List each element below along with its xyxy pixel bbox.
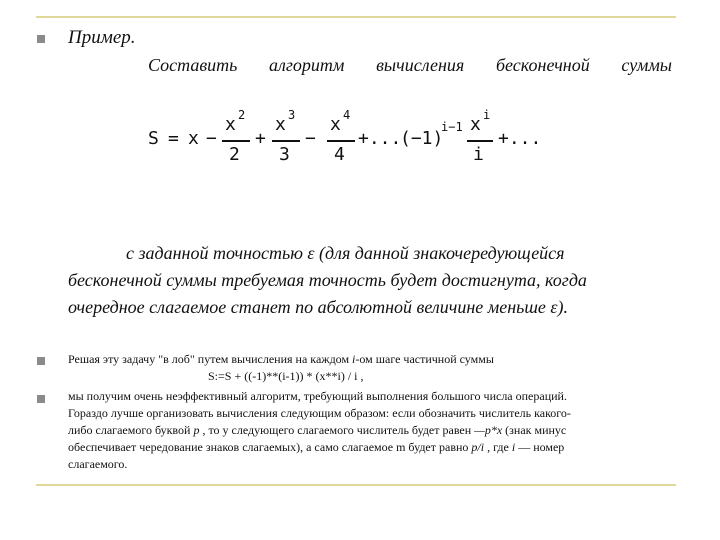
- term3-denominator: 4: [334, 144, 345, 165]
- term2-denominator: 3: [279, 144, 290, 165]
- precision-paragraph: [68, 240, 672, 321]
- formula-plus: +: [255, 128, 266, 149]
- paragraph-line: с заданной точностью ε (для данной знакочередующейся: [126, 243, 565, 263]
- text-line: либо слагаемого буквой p , то у следующего слагаемого числитель будет равен —p*x (знак минус: [68, 423, 567, 437]
- bullet-marker: [37, 395, 45, 403]
- term3-exponent: 4: [343, 108, 351, 122]
- text-line: слагаемого.: [68, 457, 128, 471]
- bullet-marker: [37, 35, 45, 43]
- text-line: Гораздо лучше организовать вычисления следующим образом: если обозначить числитель какого-: [68, 406, 571, 420]
- bottom-divider: [36, 484, 676, 486]
- term1-exponent: 2: [238, 108, 246, 122]
- formula-sign-base: (−1): [400, 128, 444, 149]
- term2-numerator: x: [275, 114, 286, 135]
- term2-fraction-bar: [272, 140, 300, 142]
- heading-word: бесконечной: [495, 55, 590, 75]
- formula-minus: −: [206, 128, 217, 149]
- series-formula: [148, 106, 568, 176]
- text-line: обеспечивает чередование знаков слагаемых), а само слагаемое m будет равно p/i , где i — номер: [68, 440, 565, 454]
- task-heading: [148, 55, 672, 76]
- formula-equals: =: [168, 128, 179, 149]
- formula-sign-exponent: i−1: [441, 120, 463, 134]
- term1-denominator: 2: [229, 144, 240, 165]
- heading-word: суммы: [621, 55, 672, 75]
- term2-exponent: 3: [288, 108, 296, 122]
- formula-minus: −: [305, 128, 316, 149]
- text-line: мы получим очень неэффективный алгоритм, требующий выполнения большого числа операций.: [68, 389, 567, 403]
- term3-fraction-bar: [327, 140, 355, 142]
- paragraph-line: очередное слагаемое станет по абсолютной величине меньше ε).: [68, 297, 569, 317]
- naive-sum-code: S:=S + ((-1)**(i-1)) * (x**i) / i ,: [208, 369, 364, 383]
- heading-word: вычисления: [376, 55, 465, 75]
- naive-approach-text: [68, 351, 674, 385]
- top-divider: [36, 16, 676, 18]
- general-term-fraction-bar: [467, 140, 493, 142]
- text-line: Решая эту задачу "в лоб" путем вычисления на каждом i-ом шаге частичной суммы: [68, 352, 494, 366]
- formula-s: S: [148, 128, 159, 149]
- bullet-marker: [37, 357, 45, 365]
- formula-continuation: +...: [358, 128, 402, 149]
- heading-word: алгоритм: [269, 55, 345, 75]
- paragraph-line: бесконечной суммы требуемая точность будет достигнута, когда: [68, 270, 587, 290]
- heading-word: Составить: [148, 55, 238, 75]
- formula-continuation: +...: [498, 128, 542, 149]
- slide-title: Пример.: [68, 27, 136, 48]
- term3-numerator: x: [330, 114, 341, 135]
- term1-fraction-bar: [222, 140, 250, 142]
- improved-approach-text: [68, 388, 674, 473]
- general-term-denominator: i: [473, 144, 484, 165]
- term1-numerator: x: [225, 114, 236, 135]
- general-term-exponent: i: [483, 108, 491, 122]
- general-term-numerator: x: [470, 114, 481, 135]
- formula-x: x: [188, 128, 199, 149]
